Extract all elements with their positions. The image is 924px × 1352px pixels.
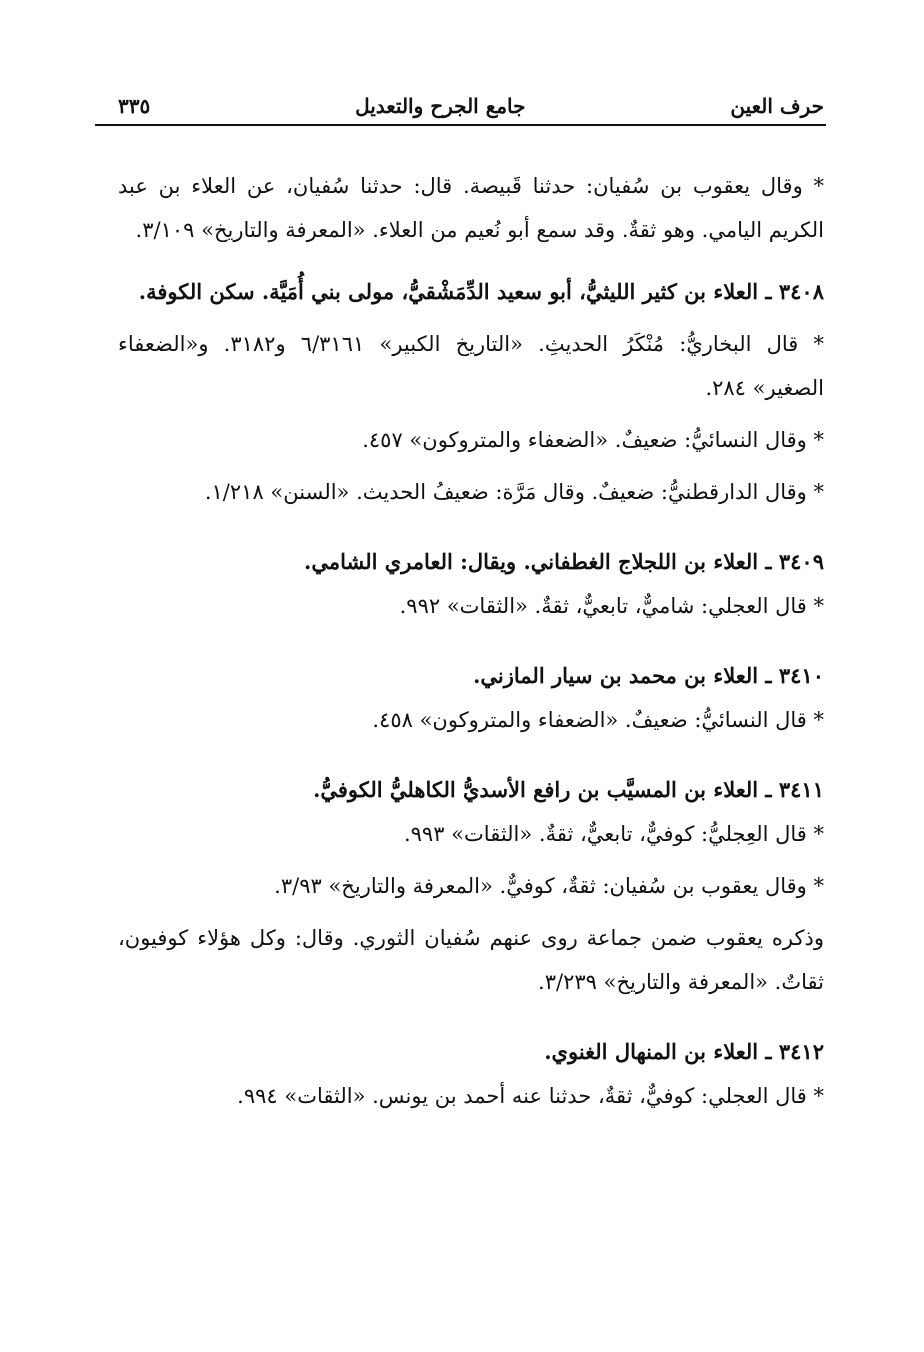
note-paragraph: * وقال النسائيُّ: ضعيفٌ. «الضعفاء والمتروكون» ٤٥٧. bbox=[362, 428, 824, 452]
note-paragraph: * وقال يعقوب بن سُفيان: حدثنا قَبيصة. قال: حدثنا سُفيان، عن العلاء بن عبد الكريم اليامي. وهو ثقةٌ. وقد سمع أبو نُعيم من العلاء. «المعرفة والتاريخ» ٣/١٠٩. bbox=[118, 174, 824, 242]
note-paragraph: * قال البخاريُّ: مُنْكَرُ الحديثِ. «التاريخ الكبير» ٦/٣١٦١ و٣١٨٢. و«الضعفاء الصغير» ٢٨٤. bbox=[118, 332, 824, 400]
note-paragraph: * قال النسائيُّ: ضعيفٌ. «الضعفاء والمتروكون» ٤٥٨. bbox=[372, 708, 824, 732]
header-chapter-title: حرف العين bbox=[730, 94, 824, 118]
entry-3408-heading: ٣٤٠٨ ـ العلاء بن كثير الليثيُّ، أبو سعيد الدِّمَشْقيُّ، مولى بني أُمَيَّة. سكن الكوفة. bbox=[138, 279, 824, 304]
page-number: ٣٣٥ bbox=[118, 94, 151, 118]
note-paragraph: * وقال الدارقطنيُّ: ضعيفٌ. وقال مَرَّة: ضعيفُ الحديث. «السنن» ١/٢١٨. bbox=[204, 480, 824, 504]
entry-3411-heading: ٣٤١١ ـ العلاء بن المسيَّب بن رافع الأسديُّ الكاهليُّ الكوفيُّ. bbox=[313, 777, 824, 802]
note-paragraph: * قال العجلي: كوفيٌّ، ثقةٌ، حدثنا عنه أحمد بن يونس. «الثقات» ٩٩٤. bbox=[237, 1084, 824, 1108]
entry-3410-heading: ٣٤١٠ ـ العلاء بن محمد بن سيار المازني. bbox=[473, 663, 824, 688]
note-paragraph: * وقال يعقوب بن سُفيان: ثقةٌ، كوفيٌّ. «المعرفة والتاريخ» ٣/٩٣. bbox=[274, 874, 824, 898]
entry-3412-heading: ٣٤١٢ ـ العلاء بن المنهال الغنوي. bbox=[544, 1039, 824, 1064]
running-header bbox=[118, 82, 824, 118]
entry-3409-heading: ٣٤٠٩ ـ العلاء بن اللجلاج الغطفاني. ويقال: العامري الشامي. bbox=[304, 549, 824, 574]
header-rule bbox=[95, 124, 826, 126]
header-book-title: جامع الجرح والتعديل bbox=[355, 94, 526, 118]
page-body bbox=[118, 164, 824, 1118]
note-paragraph: * قال العِجليُّ: كوفيٌّ، تابعيٌّ، ثقةٌ. «الثقات» ٩٩٣. bbox=[403, 822, 824, 846]
note-paragraph: * قال العجلي: شاميٌّ، تابعيٌّ، ثقةٌ. «الثقات» ٩٩٢. bbox=[399, 594, 824, 618]
note-paragraph: وذكره يعقوب ضمن جماعة روى عنهم سُفيان الثوري. وقال: وكل هؤلاء كوفيون، ثقاتٌ. «المعرفة والتاريخ» ٣/٢٣٩. bbox=[118, 926, 824, 994]
